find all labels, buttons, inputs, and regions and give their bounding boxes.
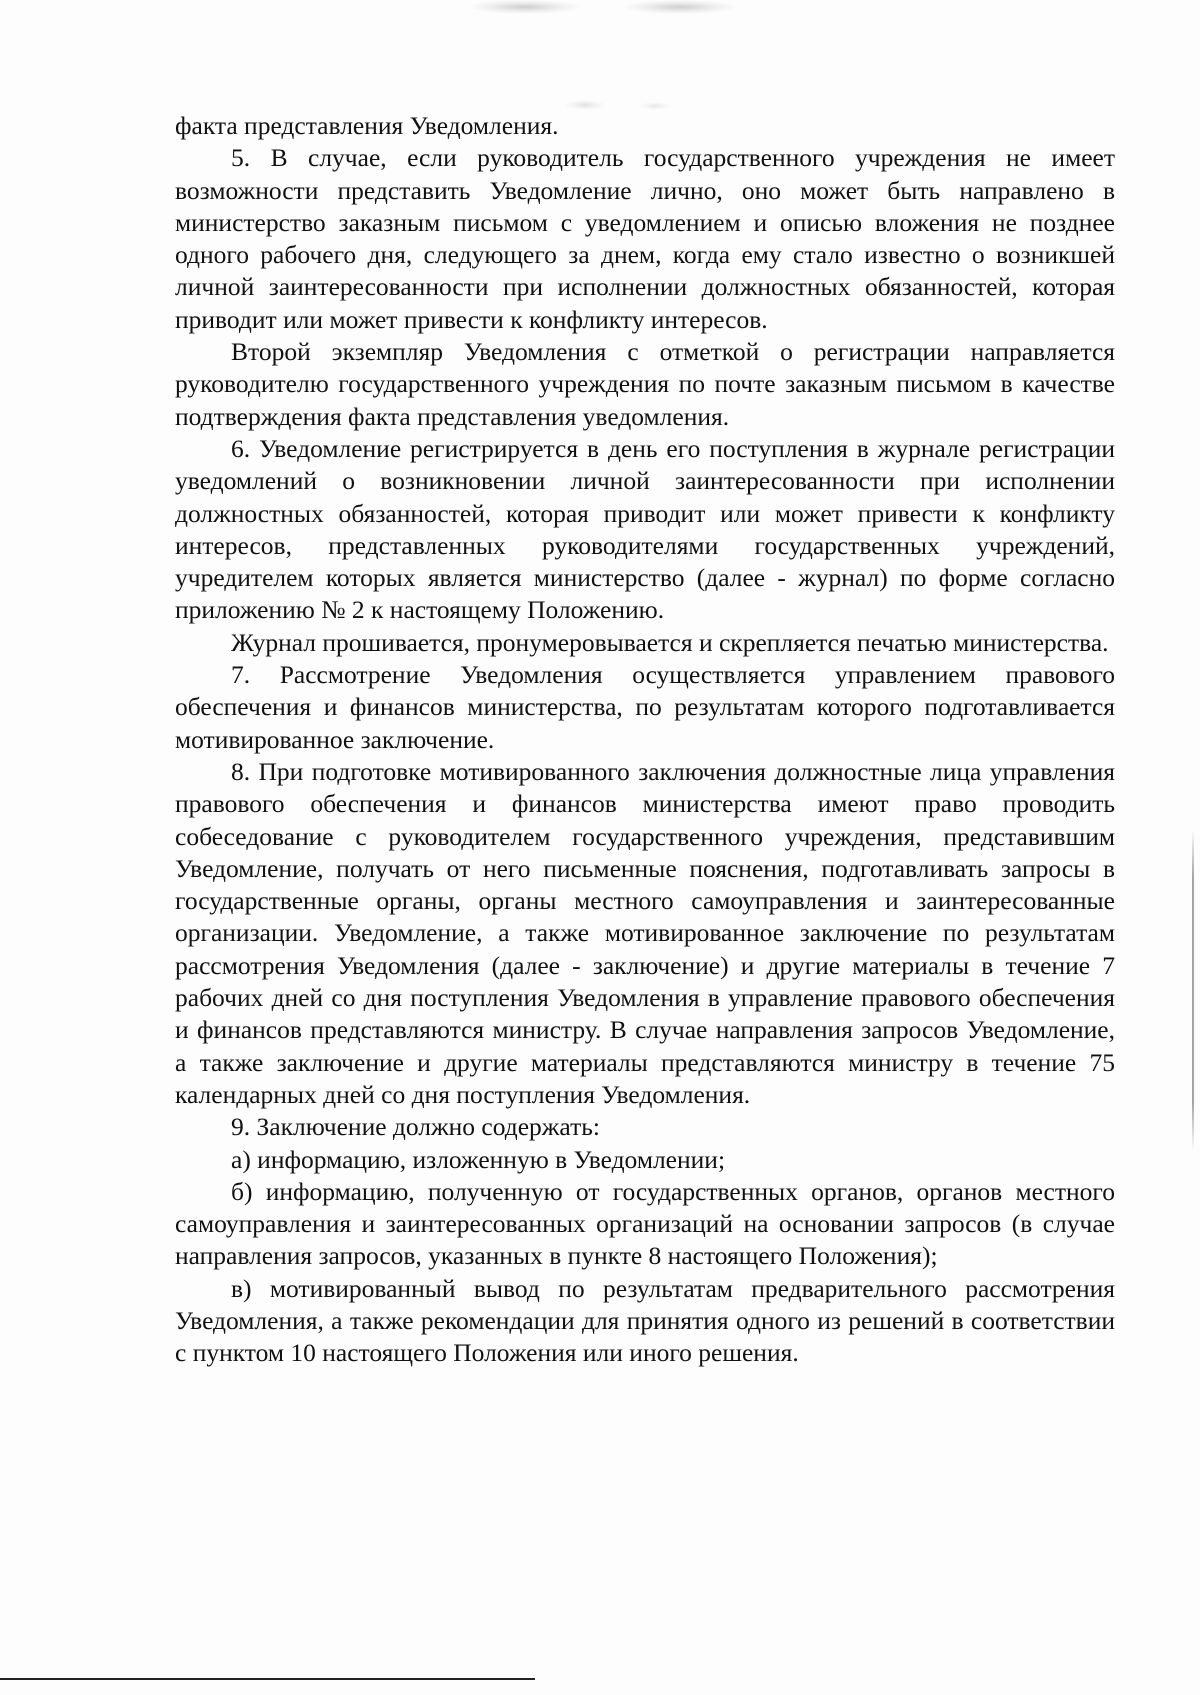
paragraph-item-7: 7. Рассмотрение Уведомления осуществляется управлением правового обеспечения и финансов министерства, по результатам которого подготавливается мотивированное заключение. bbox=[175, 660, 1115, 754]
scan-edge-shadow bbox=[1192, 830, 1194, 1150]
footer-rule bbox=[0, 1678, 535, 1680]
paragraph-item-9v: в) мотивированный вывод по результатам предварительного рассмотрения Уведомления, а также рекомендации для принятия одного из решений в соответствии с пунктом 10 настоящего Положения или иного решения. bbox=[175, 1273, 1115, 1368]
paragraph-journal: Журнал прошивается, пронумеровывается и скрепляется печатью министерства. bbox=[231, 627, 1109, 657]
paragraph-second-copy: Второй экземпляр Уведомления с отметкой о регистрации направляется руководителю государственного учреждения по почте заказным письмом в качестве подтверждения факта представления уведомления. bbox=[175, 337, 1115, 431]
paragraph-item-8: 8. При подготовке мотивированного заключения должностные лица управления правового обеспечения и финансов министерства имеют право проводить собеседование с руководителем государственного учреждения, представившим Уведомление, получать от него письменные пояснения, подготавливать запросы в государственные органы, органы местного самоуправления и заинтересованные организации. Уведомление, а также мотивированное заключение по результатам рассмотрения Уведомления (далее - заключение) и другие материалы в течение 7 рабочих дней со дня поступления Уведомления в управление правового обеспечения и финансов представляются министру. В случае направления запросов Уведомление, а также заключение и другие материалы представляются министру в течение 75 календарных дней со дня поступления Уведомления. bbox=[175, 756, 1115, 1109]
paragraph-item-6: 6. Уведомление регистрируется в день его поступления в журнале регистрации уведомлений о возникновении личной заинтересованности при исполнении должностных обязанностей, которая приводит или может привести к конфликту интересов, представленных руководителями государственных учреждений, учредителем которых является министерство (далее - журнал) по форме согласно приложению № 2 к настоящему Положению. bbox=[175, 433, 1115, 625]
scan-artifact bbox=[470, 0, 580, 14]
paragraph-continuation: факта представления Уведомления. bbox=[175, 111, 559, 140]
document-body bbox=[175, 110, 1115, 1370]
scan-artifact bbox=[640, 102, 670, 110]
paragraph-item-9: 9. Заключение должно содержать: bbox=[231, 1112, 600, 1142]
paragraph-item-9b: б) информацию, полученную от государственных органов, органов местного самоуправления и заинтересованных организаций на основании запросов (в случае направления запросов, указанных в пункте 8 настоящего Положения); bbox=[175, 1176, 1115, 1271]
paragraph-item-5: 5. В случае, если руководитель государственного учреждения не имеет возможности представить Уведомление лично, оно может быть направлено в министерство заказным письмом с уведомлением и описью вложения не позднее одного рабочего дня, следующего за днем, когда ему стало известно о возникшей личной заинтересованности при исполнении должностных обязанностей, которая приводит или может привести к конфликту интересов. bbox=[175, 143, 1115, 334]
scan-artifact bbox=[565, 100, 605, 110]
scan-artifact bbox=[625, 0, 735, 14]
paragraph-item-9a: а) информацию, изложенную в Уведомлении; bbox=[231, 1144, 726, 1174]
